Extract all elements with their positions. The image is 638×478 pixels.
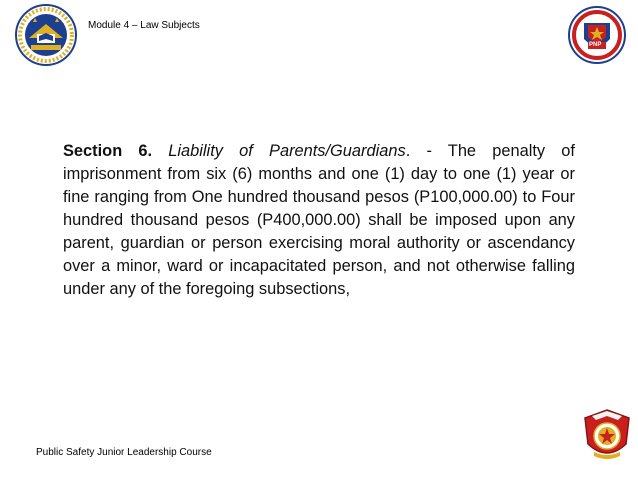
course-name: Public Safety Junior Leadership Course bbox=[36, 447, 212, 458]
pnp-seal-text: PNP bbox=[589, 42, 602, 48]
pnp-training-institute-seal-icon bbox=[568, 5, 626, 65]
section-label: Section 6. bbox=[63, 142, 153, 160]
academy-seal-icon bbox=[15, 4, 77, 66]
section-title: Liability of Parents/Guardians bbox=[168, 142, 406, 160]
section-body: . - The penalty of imprisonment from six (6) months and one (1) day to one (1) year or fine ranging from One hundred thousand pesos (P100,000.00) to Four hundred thousand pesos (P400,000.00) shall be imposed upon any parent, guardian or person exercising moral authority or ascendancy over a minor, ward or incapacitated person, and not otherwise falling under any of the foregoing subsections, bbox=[63, 142, 575, 298]
pnp-leadership-badge-icon bbox=[582, 408, 632, 464]
module-title: Module 4 – Law Subjects bbox=[88, 20, 200, 31]
section-paragraph bbox=[63, 140, 575, 301]
